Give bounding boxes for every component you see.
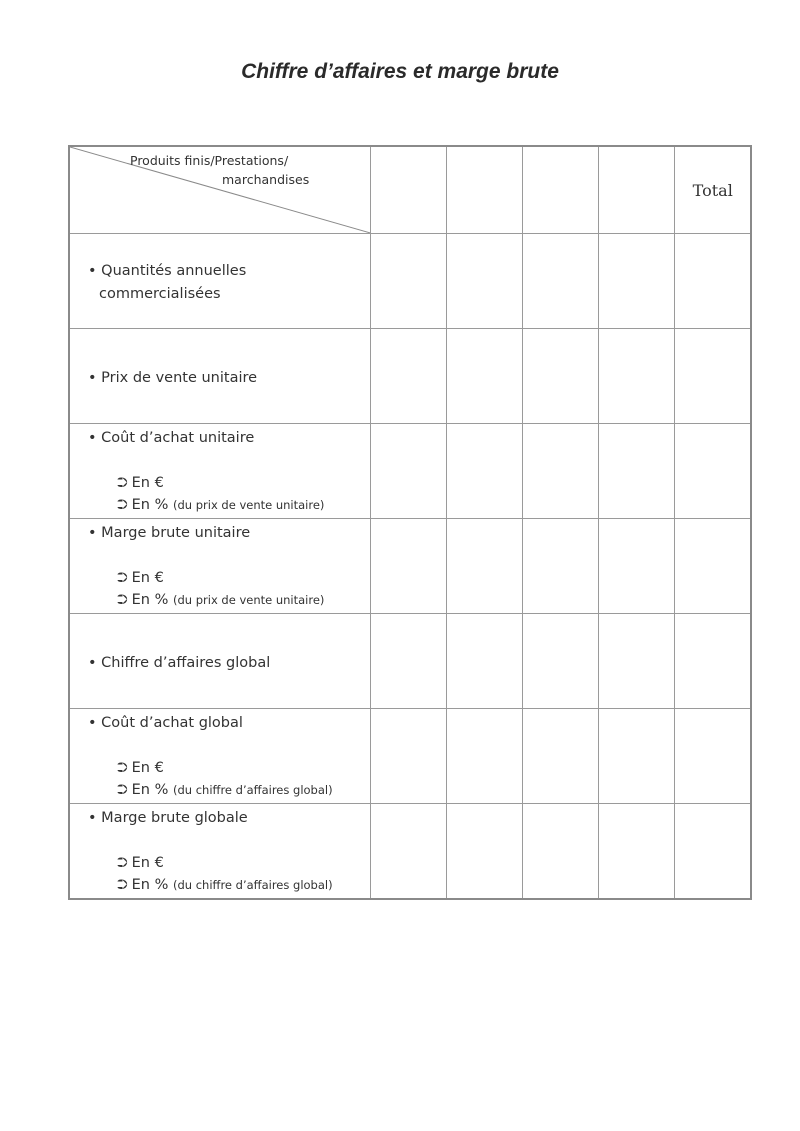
arrow-icon: ⮊ bbox=[117, 475, 128, 491]
table-cell[interactable] bbox=[371, 709, 447, 804]
row-label-global-margin: • Marge brute globale ⮊ En € ⮊ En % (du chiffre d’affaires global) bbox=[69, 804, 371, 899]
table-row bbox=[69, 804, 751, 899]
table-cell[interactable] bbox=[371, 234, 447, 329]
product-col-1-header[interactable] bbox=[371, 146, 447, 234]
product-col-2-header[interactable] bbox=[447, 146, 523, 234]
diagonal-header-cell bbox=[69, 146, 371, 234]
total-cell[interactable] bbox=[675, 329, 751, 424]
total-header: Total bbox=[675, 146, 751, 234]
table-cell[interactable] bbox=[371, 329, 447, 424]
table-row bbox=[69, 709, 751, 804]
header-row bbox=[69, 146, 751, 234]
table-row bbox=[69, 614, 751, 709]
total-cell[interactable] bbox=[675, 424, 751, 519]
table-row bbox=[69, 424, 751, 519]
table-cell[interactable] bbox=[599, 424, 675, 519]
arrow-icon: ⮊ bbox=[117, 782, 128, 798]
table-cell[interactable] bbox=[371, 424, 447, 519]
table-cell[interactable] bbox=[447, 519, 523, 614]
table-cell[interactable] bbox=[371, 519, 447, 614]
table-cell[interactable] bbox=[447, 709, 523, 804]
table-cell[interactable] bbox=[523, 519, 599, 614]
table-cell[interactable] bbox=[523, 329, 599, 424]
header-merchandise-label: marchandises bbox=[222, 172, 310, 187]
table-row bbox=[69, 329, 751, 424]
table-cell[interactable] bbox=[523, 234, 599, 329]
row-label-global-revenue: • Chiffre d’affaires global bbox=[69, 614, 371, 709]
row-label-quantities: • Quantités annuelles commercialisées bbox=[69, 234, 371, 329]
table-cell[interactable] bbox=[599, 614, 675, 709]
table-cell[interactable] bbox=[447, 234, 523, 329]
table-cell[interactable] bbox=[599, 709, 675, 804]
table-cell[interactable] bbox=[523, 709, 599, 804]
arrow-icon: ⮊ bbox=[117, 760, 128, 776]
total-cell[interactable] bbox=[675, 804, 751, 899]
product-col-4-header[interactable] bbox=[599, 146, 675, 234]
row-label-unit-cost: • Coût d’achat unitaire ⮊ En € ⮊ En % (du prix de vente unitaire) bbox=[69, 424, 371, 519]
total-cell[interactable] bbox=[675, 709, 751, 804]
arrow-icon: ⮊ bbox=[117, 855, 128, 871]
table-cell[interactable] bbox=[523, 614, 599, 709]
table-cell[interactable] bbox=[447, 329, 523, 424]
arrow-icon: ⮊ bbox=[117, 592, 128, 608]
row-label-unit-margin: • Marge brute unitaire ⮊ En € ⮊ En % (du prix de vente unitaire) bbox=[69, 519, 371, 614]
revenue-margin-table bbox=[68, 145, 752, 900]
table-cell[interactable] bbox=[599, 519, 675, 614]
table-row bbox=[69, 234, 751, 329]
total-cell[interactable] bbox=[675, 234, 751, 329]
page-title: Chiffre d’affaires et marge brute bbox=[241, 60, 559, 83]
table-cell[interactable] bbox=[523, 804, 599, 899]
table-cell[interactable] bbox=[523, 424, 599, 519]
arrow-icon: ⮊ bbox=[117, 497, 128, 513]
table-cell[interactable] bbox=[447, 614, 523, 709]
table-cell[interactable] bbox=[599, 329, 675, 424]
total-cell[interactable] bbox=[675, 614, 751, 709]
arrow-icon: ⮊ bbox=[117, 877, 128, 893]
row-label-global-cost: • Coût d’achat global ⮊ En € ⮊ En % (du chiffre d’affaires global) bbox=[69, 709, 371, 804]
table-cell[interactable] bbox=[447, 804, 523, 899]
table-cell[interactable] bbox=[371, 804, 447, 899]
table-cell[interactable] bbox=[599, 804, 675, 899]
table-cell[interactable] bbox=[599, 234, 675, 329]
total-cell[interactable] bbox=[675, 519, 751, 614]
product-col-3-header[interactable] bbox=[523, 146, 599, 234]
table-cell[interactable] bbox=[447, 424, 523, 519]
arrow-icon: ⮊ bbox=[117, 570, 128, 586]
header-products-label: Produits finis/Prestations/ bbox=[130, 153, 289, 168]
table-cell[interactable] bbox=[371, 614, 447, 709]
table-row bbox=[69, 519, 751, 614]
row-label-unit-price: • Prix de vente unitaire bbox=[69, 329, 371, 424]
